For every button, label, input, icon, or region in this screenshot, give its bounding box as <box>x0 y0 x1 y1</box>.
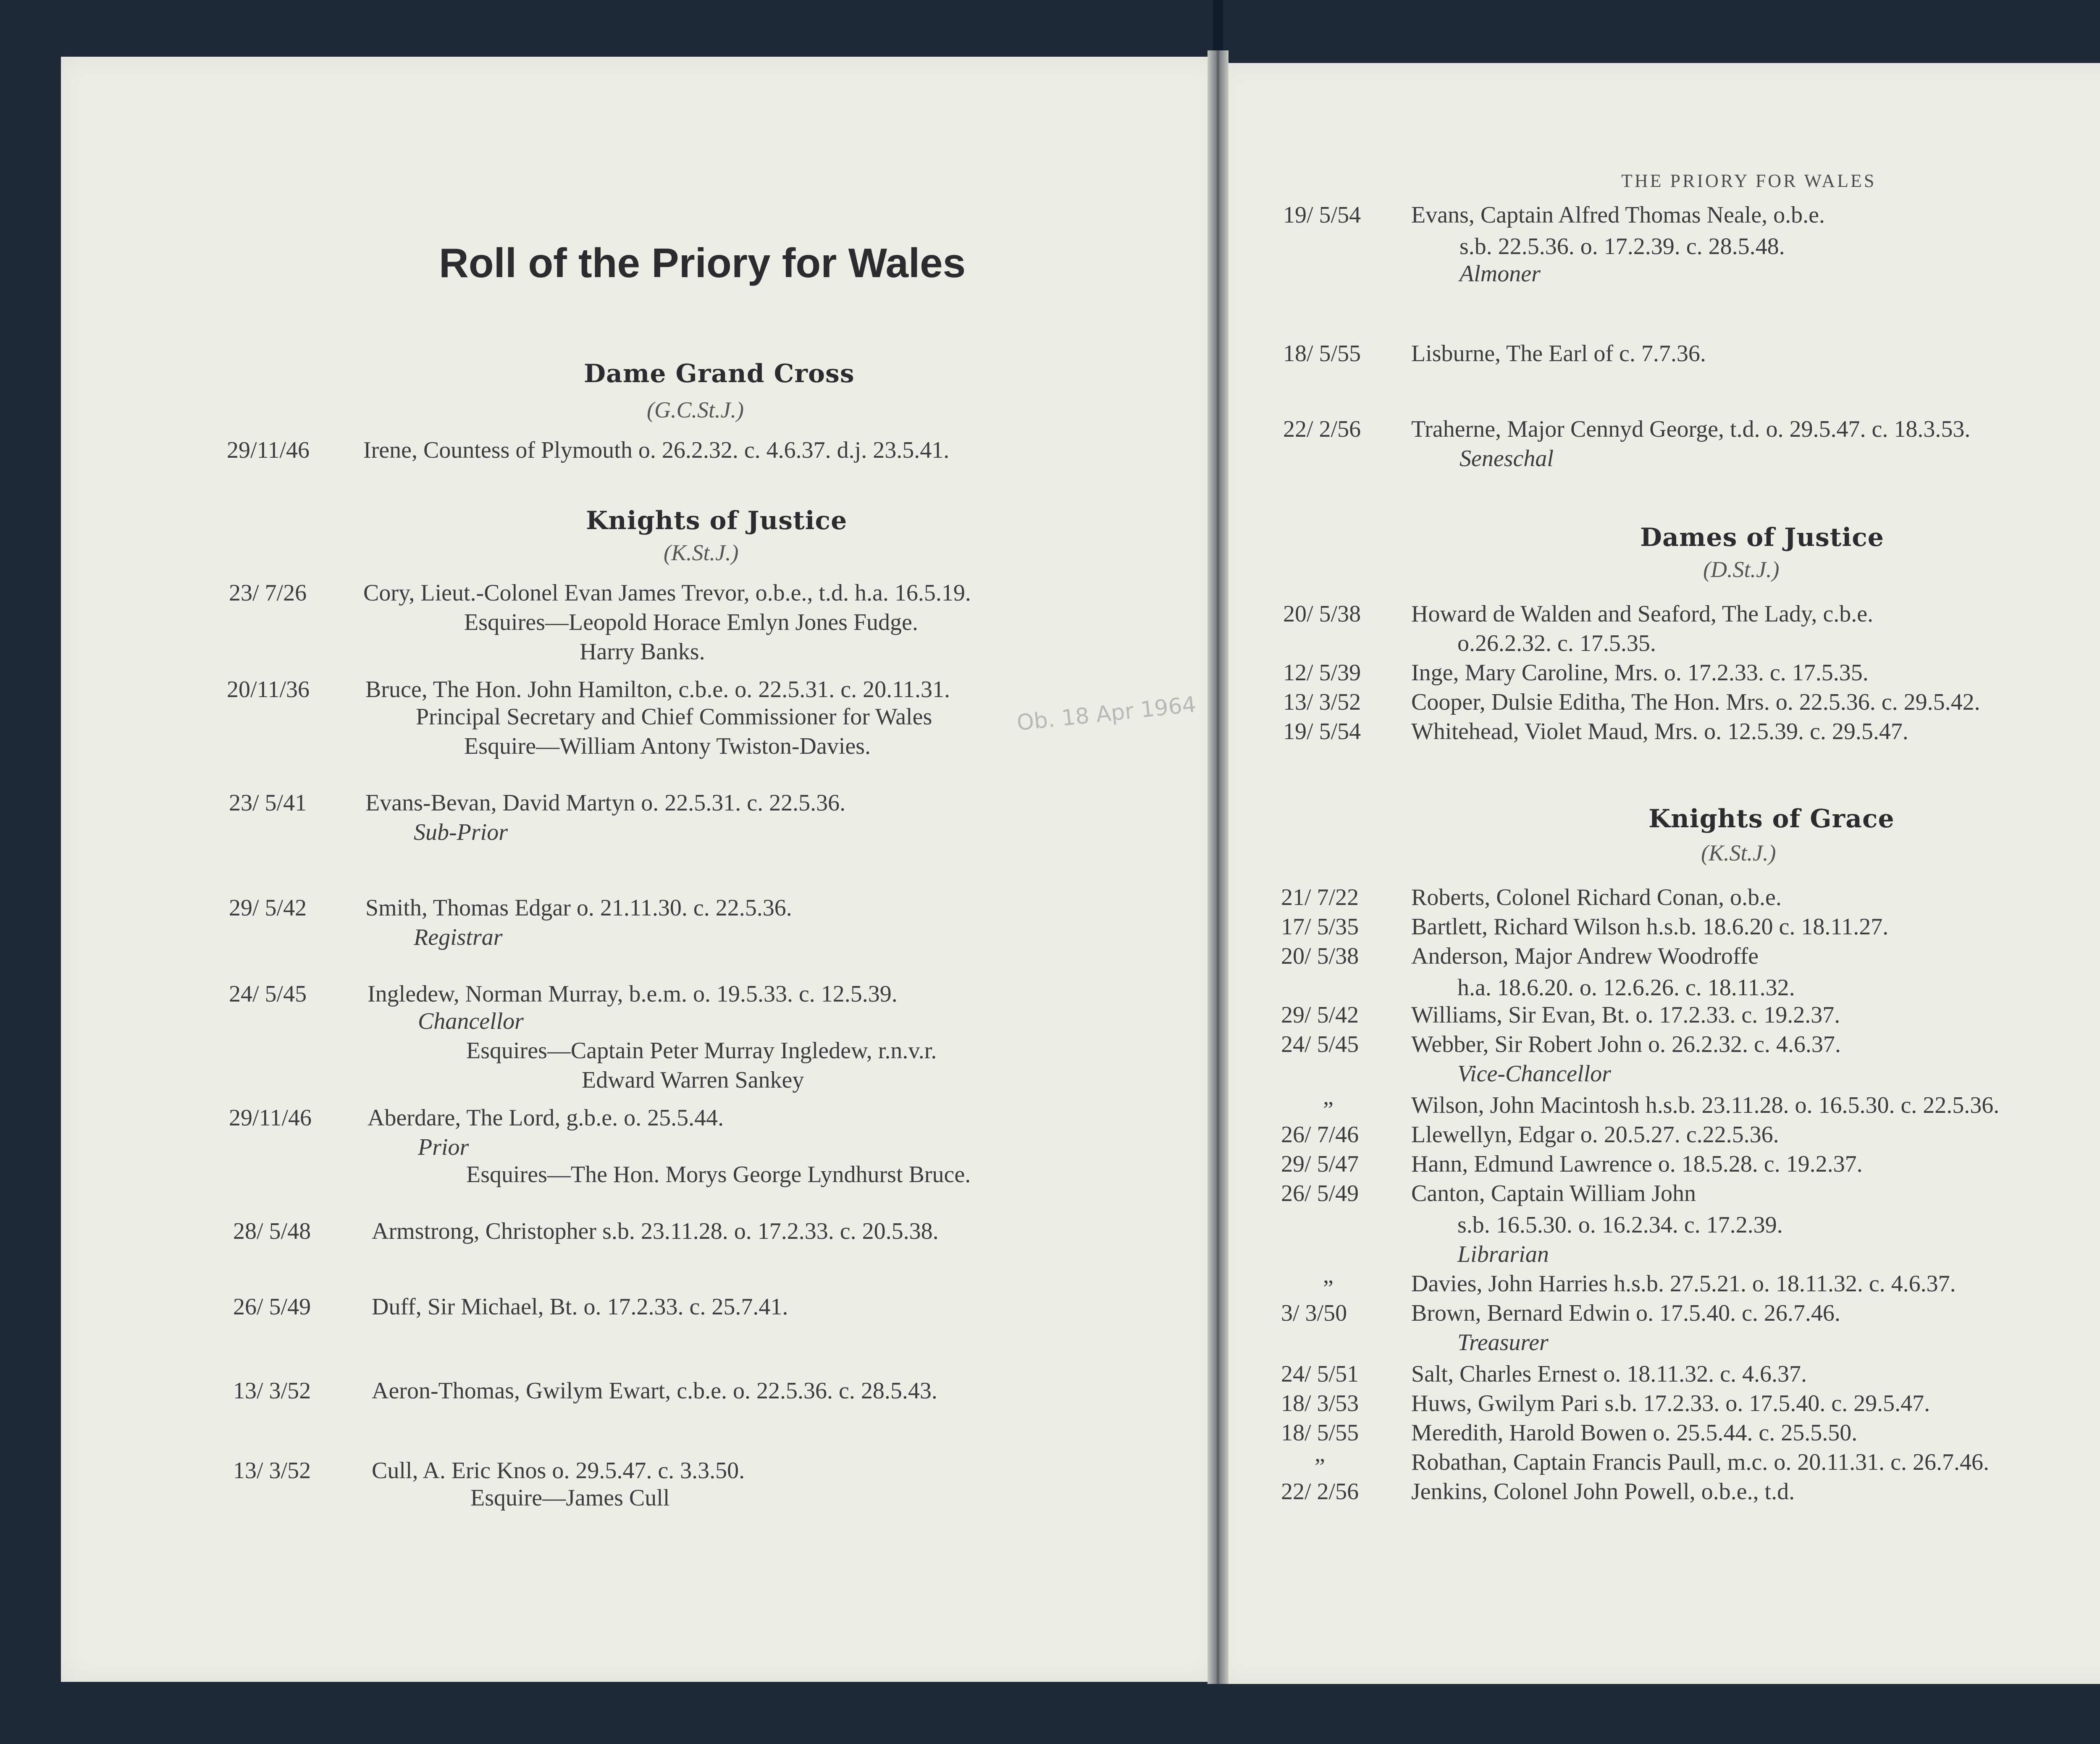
section-heading-dames-of-justice: Dames of Justice <box>1640 523 1884 552</box>
entry-line: Roberts, Colonel Richard Conan, o.b.e. <box>1411 884 1782 910</box>
book-gutter <box>1208 50 1228 1684</box>
office-label: Vice-Chancellor <box>1457 1061 1611 1087</box>
entry-line: Esquire—William Antony Twiston-Davies. <box>464 733 871 759</box>
entry-line: Webber, Sir Robert John o. 26.2.32. c. 4.6.37. <box>1411 1031 1841 1057</box>
page-title: Roll of the Priory for Wales <box>439 240 966 286</box>
entry-line: o.26.2.32. c. 17.5.35. <box>1457 630 1656 656</box>
entry-line: Bruce, The Hon. John Hamilton, c.b.e. o. 22.5.31. c. 20.11.31. <box>365 677 950 703</box>
entry-date: 29/ 5/42 <box>229 895 307 921</box>
entry-date: 17/ 5/35 <box>1281 914 1359 940</box>
entry-date: 19/ 5/54 <box>1283 202 1361 228</box>
entry-line: Duff, Sir Michael, Bt. o. 17.2.33. c. 25.7.41. <box>372 1294 788 1320</box>
office-label: Chancellor <box>418 1008 524 1034</box>
section-heading-knights-of-grace: Knights of Grace <box>1648 804 1895 834</box>
office-label: Sub-Prior <box>414 819 508 845</box>
entry-line: s.b. 16.5.30. o. 16.2.34. c. 17.2.39. <box>1457 1212 1783 1238</box>
entry-line: Aeron-Thomas, Gwilym Ewart, c.b.e. o. 22.5.36. c. 28.5.43. <box>372 1378 937 1404</box>
entry-line: Robathan, Captain Francis Paull, m.c. o. 20.11.31. c. 26.7.46. <box>1411 1449 1989 1475</box>
entry-line: Esquires—Captain Peter Murray Ingledew, r.n.v.r. <box>466 1038 937 1064</box>
entry-date: 22/ 2/56 <box>1281 1479 1359 1505</box>
entry-date: 20/ 5/38 <box>1281 943 1359 969</box>
entry-line: Jenkins, Colonel John Powell, o.b.e., t.d. <box>1411 1479 1795 1505</box>
office-label: Treasurer <box>1457 1330 1549 1356</box>
entry-date: 20/11/36 <box>227 677 310 703</box>
entry-line: Irene, Countess of Plymouth o. 26.2.32. c. 4.6.37. d.j. 23.5.41. <box>363 437 950 463</box>
entry-line: Armstrong, Christopher s.b. 23.11.28. o. 17.2.33. c. 20.5.38. <box>372 1218 939 1244</box>
entry-line: Cooper, Dulsie Editha, The Hon. Mrs. o. 22.5.36. c. 29.5.42. <box>1411 689 1980 715</box>
entry-date: 23/ 5/41 <box>229 790 307 816</box>
entry-line: Cory, Lieut.-Colonel Evan James Trevor, o.b.e., t.d. h.a. 16.5.19. <box>363 580 971 606</box>
entry-date: 26/ 5/49 <box>233 1294 311 1320</box>
entry-line: s.b. 22.5.36. o. 17.2.39. c. 28.5.48. <box>1460 233 1785 260</box>
entry-line: Evans, Captain Alfred Thomas Neale, o.b.e. <box>1411 202 1825 228</box>
entry-line: Canton, Captain William John <box>1411 1180 1696 1206</box>
entry-line: Esquire—James Cull <box>470 1485 670 1511</box>
section-abbr: (K.St.J.) <box>664 540 739 565</box>
ditto-mark: „ <box>1323 1262 1334 1288</box>
handwritten-annotation: Ob. 18 Apr 1964 <box>1016 692 1197 736</box>
section-abbr: (K.St.J.) <box>1701 840 1776 865</box>
entry-line: Llewellyn, Edgar o. 20.5.27. c.22.5.36. <box>1411 1122 1779 1148</box>
entry-line: Esquires—Leopold Horace Emlyn Jones Fudge. <box>464 609 918 635</box>
entry-line: Traherne, Major Cennyd George, t.d. o. 29.5.47. c. 18.3.53. <box>1411 416 1971 442</box>
entry-line: Smith, Thomas Edgar o. 21.11.30. c. 22.5.36. <box>365 895 792 921</box>
left-page <box>61 57 1218 1682</box>
entry-date: 13/ 3/52 <box>233 1378 311 1404</box>
entry-date: 29/ 5/47 <box>1281 1151 1359 1177</box>
entry-line: Principal Secretary and Chief Commissioner for Wales <box>416 704 932 730</box>
entry-date: 29/11/46 <box>229 1105 312 1131</box>
entry-date: 20/ 5/38 <box>1283 601 1361 627</box>
section-heading-knights-of-justice: Knights of Justice <box>586 506 848 535</box>
entry-line: Howard de Walden and Seaford, The Lady, c.b.e. <box>1411 601 1874 627</box>
entry-date: 13/ 3/52 <box>233 1458 311 1484</box>
entry-date: 22/ 2/56 <box>1283 416 1361 442</box>
entry-line: Davies, John Harries h.s.b. 27.5.21. o. 18.11.32. c. 4.6.37. <box>1411 1271 1956 1297</box>
entry-line: Williams, Sir Evan, Bt. o. 17.2.33. c. 19.2.37. <box>1411 1002 1840 1028</box>
entry-date: 26/ 7/46 <box>1281 1122 1359 1148</box>
entry-date: 24/ 5/45 <box>229 981 307 1007</box>
section-abbr: (D.St.J.) <box>1703 557 1780 582</box>
entry-date: 18/ 5/55 <box>1283 341 1361 367</box>
entry-line: Bartlett, Richard Wilson h.s.b. 18.6.20 c. 18.11.27. <box>1411 914 1889 940</box>
entry-date: 24/ 5/51 <box>1281 1361 1359 1387</box>
entry-line: Whitehead, Violet Maud, Mrs. o. 12.5.39. c. 29.5.47. <box>1411 719 1908 745</box>
entry-date: 29/11/46 <box>227 437 310 463</box>
entry-date: 18/ 3/53 <box>1281 1390 1359 1416</box>
entry-line: Huws, Gwilym Pari s.b. 17.2.33. o. 17.5.40. c. 29.5.47. <box>1411 1390 1930 1416</box>
entry-date: 3/ 3/50 <box>1281 1300 1347 1326</box>
entry-line: Inge, Mary Caroline, Mrs. o. 17.2.33. c. 17.5.35. <box>1411 660 1869 686</box>
entry-date: 23/ 7/26 <box>229 580 307 606</box>
entry-line: Harry Banks. <box>580 639 705 665</box>
ditto-mark: „ <box>1323 1084 1334 1110</box>
entry-date: 26/ 5/49 <box>1281 1180 1359 1206</box>
section-abbr: (G.C.St.J.) <box>647 397 744 422</box>
entry-line: h.a. 18.6.20. o. 12.6.26. c. 18.11.32. <box>1457 975 1795 1001</box>
entry-line: Aberdare, The Lord, g.b.e. o. 25.5.44. <box>368 1105 724 1131</box>
entry-line: Cull, A. Eric Knos o. 29.5.47. c. 3.3.50. <box>372 1458 745 1484</box>
entry-line: Ingledew, Norman Murray, b.e.m. o. 19.5.33. c. 12.5.39. <box>368 981 898 1007</box>
entry-date: 29/ 5/42 <box>1281 1002 1359 1028</box>
office-label: Seneschal <box>1460 446 1554 472</box>
entry-line: Anderson, Major Andrew Woodroffe <box>1411 943 1759 969</box>
entry-line: Brown, Bernard Edwin o. 17.5.40. c. 26.7.46. <box>1411 1300 1840 1326</box>
entry-date: 24/ 5/45 <box>1281 1031 1359 1057</box>
entry-line: Salt, Charles Ernest o. 18.11.32. c. 4.6.37. <box>1411 1361 1807 1387</box>
entry-date: 21/ 7/22 <box>1281 884 1359 910</box>
office-label: Almoner <box>1460 261 1541 287</box>
entry-date: 19/ 5/54 <box>1283 719 1361 745</box>
running-head: THE PRIORY FOR WALES <box>1621 170 1877 191</box>
office-label: Registrar <box>414 924 503 950</box>
entry-date: 12/ 5/39 <box>1283 660 1361 686</box>
office-label: Librarian <box>1457 1241 1549 1267</box>
entry-line: Esquires—The Hon. Morys George Lyndhurst Bruce. <box>466 1162 971 1188</box>
ditto-mark: „ <box>1315 1441 1325 1467</box>
entry-date: 18/ 5/55 <box>1281 1420 1359 1446</box>
entry-line: Evans-Bevan, David Martyn o. 22.5.31. c. 22.5.36. <box>365 790 846 816</box>
entry-line: Edward Warren Sankey <box>582 1067 804 1093</box>
entry-line: Meredith, Harold Bowen o. 25.5.44. c. 25.5.50. <box>1411 1420 1858 1446</box>
entry-line: Hann, Edmund Lawrence o. 18.5.28. c. 19.2.37. <box>1411 1151 1863 1177</box>
section-heading-dame-grand-cross: Dame Grand Cross <box>584 359 855 388</box>
entry-date: 13/ 3/52 <box>1283 689 1361 715</box>
entry-date: 28/ 5/48 <box>233 1218 311 1244</box>
entry-line: Lisburne, The Earl of c. 7.7.36. <box>1411 341 1706 367</box>
office-label: Prior <box>418 1134 469 1160</box>
entry-line: Wilson, John Macintosh h.s.b. 23.11.28. o. 16.5.30. c. 22.5.36. <box>1411 1092 2000 1118</box>
